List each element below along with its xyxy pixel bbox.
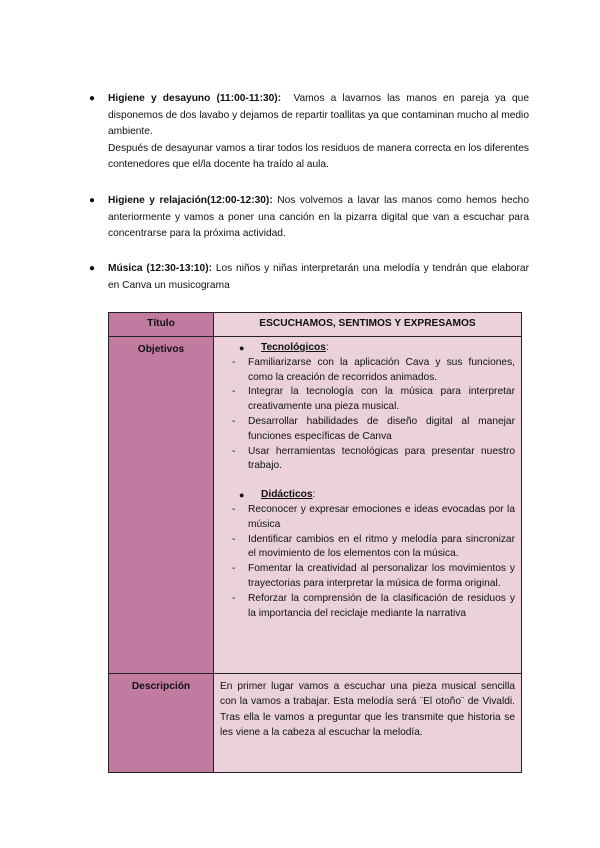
bullet-higiene-relajacion xyxy=(89,193,529,243)
bullet-dot: ● xyxy=(239,490,245,501)
table-row-objetivos xyxy=(109,337,522,674)
titulo-value: ESCUCHAMOS, SENTIMOS Y EXPRESAMOS xyxy=(214,313,522,337)
bullet-dot: ● xyxy=(89,263,96,274)
table-row-titulo xyxy=(109,313,522,337)
list-item: - Reconocer y expresar emociones e ideas evocadas por la música xyxy=(232,503,515,530)
list-item: - Desarrollar habilidades de diseño digital al manejar funciones específicas de Canva xyxy=(232,415,515,442)
objetivos-label: Objetivos xyxy=(137,344,185,355)
list-item: - Reforzar la comprensión de la clasificación de residuos y la importancia del reciclaje mediante la narrativa xyxy=(232,592,515,619)
list-item: - Familiarizarse con la aplicación Cava y sus funciones, como la creación de recorridos animados. xyxy=(232,356,515,383)
objetivos-group-didacticos: ● Didácticos: xyxy=(220,488,515,503)
list-item: - Integrar la tecnología con la música para interpretar creativamente una pieza musical. xyxy=(232,386,515,413)
bullet-title: Música (12:30-13:10): xyxy=(108,263,213,274)
list-item: - Fomentar la creatividad al personalizar los movimientos y trayectorias para interpretar la música de forma original. xyxy=(232,563,515,589)
bullet-text: Los niños y niñas interpretarán una melodía y tendrán que elaborar en Canva un musicograma xyxy=(108,263,529,291)
list-item: - Identificar cambios en el ritmo y melodía para sincronizar el movimiento de los elementos con la música. xyxy=(232,533,515,560)
descripcion-text: En primer lugar vamos a escuchar una pieza musical sencilla con la vamos a trabajar. Esta melodía será ¨El otoño¨ de Vivaldi. Tras ella le vamos a preguntar que les transmite que historia se les viene a la cabeza al escuchar la melodía. xyxy=(220,681,515,738)
bullet-extra-text: Después de desayunar vamos a tirar todos los residuos de manera correcta en los diferentes contenedores que el/la docente ha traído al aula. xyxy=(108,142,529,170)
group-title: Tecnológicos xyxy=(261,342,326,353)
bullet-dot: ● xyxy=(89,93,96,104)
bullet-title: Higiene y relajación(12:00-12:30): xyxy=(108,195,273,206)
bullet-text: Nos volvemos a lavar las manos como hemos hecho anteriormente y vamos a poner una canción en la pizarra digital que van a escuchar para concentrarse para la próxima actividad. xyxy=(108,195,529,239)
tecnologicos-list xyxy=(220,356,515,474)
bullet-title: Higiene y desayuno (11:00-11:30): xyxy=(108,93,282,104)
lesson-plan-table xyxy=(108,312,522,773)
objetivos-content xyxy=(214,337,521,625)
bullet-higiene-desayuno xyxy=(89,91,529,174)
bullet-musica xyxy=(89,261,529,294)
bullet-dot: ● xyxy=(89,195,96,206)
bullet-text: Vamos a lavarnos las manos en pareja ya que disponemos de dos lavabo y dejamos de repartir toallitas ya que contaminan mucho al medio ambiente. xyxy=(108,93,529,137)
table-row-descripcion xyxy=(109,674,522,773)
titulo-label: Título xyxy=(109,313,214,337)
group-title: Didácticos xyxy=(261,489,313,501)
list-item: - Usar herramientas tecnológicas para presentar nuestro trabajo. xyxy=(232,445,515,472)
descripcion-label: Descripción xyxy=(131,681,191,692)
objetivos-group-tecnologicos: ● Tecnológicos: xyxy=(220,341,515,356)
didacticos-list xyxy=(220,503,515,621)
bullet-dot: ● xyxy=(239,343,245,353)
